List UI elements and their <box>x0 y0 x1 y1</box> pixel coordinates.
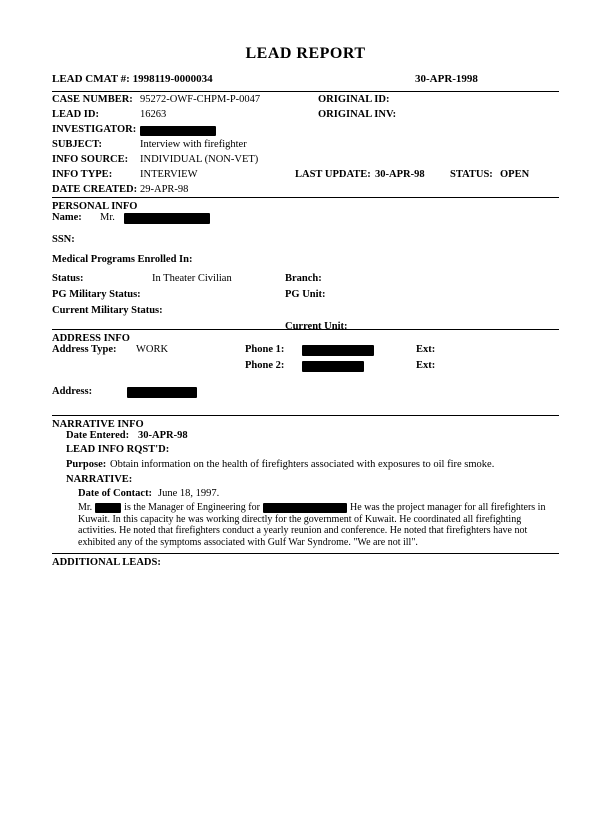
info-source-value: INDIVIDUAL (NON-VET) <box>140 154 259 165</box>
address-info-heading: ADDRESS INFO <box>52 333 130 344</box>
divider-narrative <box>52 415 559 416</box>
phone1-redaction <box>302 345 374 356</box>
original-id-label: ORIGINAL ID: <box>318 94 390 105</box>
cmat-line <box>52 73 213 85</box>
date-of-contact-value: June 18, 1997. <box>158 488 220 499</box>
narrative-info-block <box>52 419 559 549</box>
phone2-redaction <box>302 361 364 372</box>
lead-id-label: LEAD ID: <box>52 109 99 120</box>
current-military-status-label: Current Military Status: <box>52 305 163 316</box>
page-title: LEAD REPORT <box>245 45 366 62</box>
narrative-redaction-1 <box>95 503 121 513</box>
narrative-info-heading: NARRATIVE INFO <box>52 419 144 430</box>
medical-programs-label: Medical Programs Enrolled In: <box>52 254 193 265</box>
investigator-redaction <box>140 125 216 136</box>
date-entered-label: Date Entered: <box>66 430 130 441</box>
phone2-label: Phone 2: <box>245 360 285 371</box>
lead-id-value: 16263 <box>140 109 167 120</box>
status-field-value: In Theater Civilian <box>152 273 232 284</box>
address-type-value: WORK <box>136 344 169 355</box>
case-number-value: 95272-OWF-CHPM-P-0047 <box>140 94 261 105</box>
ext1-label: Ext: <box>416 344 436 355</box>
personal-info-block <box>52 201 559 332</box>
current-unit-label: Current Unit: <box>285 321 348 332</box>
investigator-label: INVESTIGATOR: <box>52 124 137 135</box>
last-update-label: LAST UPDATE: <box>295 169 371 180</box>
address-type-label: Address Type: <box>52 344 117 355</box>
report-subheader <box>0 73 611 87</box>
status-label: STATUS: <box>450 169 493 180</box>
narrative-body-part2: is the Manager of Engineering for <box>124 502 260 513</box>
ssn-label: SSN: <box>52 234 75 245</box>
name-redaction <box>124 213 210 224</box>
date-of-contact-label: Date of Contact: <box>78 488 153 499</box>
lead-report-page <box>0 45 611 837</box>
personal-info-heading: PERSONAL INFO <box>52 201 138 212</box>
narrative-body-part3: He was the project manager for all firefighters in Kuwait. In this capacity he was working directly for the government of Kuwait. He coordinated all firefighting activities. He noted that firefighters conduct a yearly reunion and conference. He noted that firefighters have not exhibited any of the symptoms associated with Gulf War Syndrome. "We are not ill". <box>78 502 546 548</box>
purpose-value: Obtain information on the health of firefighters associated with exposures to oil fire smoke. <box>110 459 495 470</box>
cmat-label: LEAD CMAT #: <box>52 73 130 85</box>
subject-value: Interview with firefighter <box>140 139 247 150</box>
narrative-label: NARRATIVE: <box>66 474 133 485</box>
divider-top <box>52 91 559 92</box>
name-label: Name: <box>52 212 82 223</box>
purpose-label: Purpose: <box>66 459 107 470</box>
info-type-label: INFO TYPE: <box>52 169 113 180</box>
lead-info-rqstd-label: LEAD INFO RQST'D: <box>66 444 170 455</box>
branch-label: Branch: <box>285 273 322 284</box>
subject-label: SUBJECT: <box>52 139 102 150</box>
narrative-body <box>52 502 559 548</box>
date-entered-value: 30-APR-98 <box>138 430 188 441</box>
case-number-label: CASE NUMBER: <box>52 94 133 105</box>
report-date: 30-APR-1998 <box>415 73 478 85</box>
status-value: OPEN <box>500 169 530 180</box>
address-redaction <box>127 387 197 398</box>
cmat-value: 1998119-0000034 <box>132 73 213 85</box>
info-source-label: INFO SOURCE: <box>52 154 129 165</box>
name-prefix: Mr. <box>100 212 115 223</box>
pg-unit-label: PG Unit: <box>285 289 326 300</box>
address-info-block <box>52 333 559 413</box>
address-label: Address: <box>52 386 93 397</box>
last-update-value: 30-APR-98 <box>375 169 425 180</box>
status-field-label: Status: <box>52 273 84 284</box>
ext2-label: Ext: <box>416 360 436 371</box>
original-inv-label: ORIGINAL INV: <box>318 109 397 120</box>
date-created-label: DATE CREATED: <box>52 184 138 195</box>
divider-additional <box>52 553 559 554</box>
additional-leads-heading: ADDITIONAL LEADS: <box>52 557 161 568</box>
case-info-block <box>52 94 559 194</box>
additional-leads-block <box>52 557 559 568</box>
narrative-redaction-2 <box>263 503 347 513</box>
info-type-value: INTERVIEW <box>140 169 198 180</box>
pg-military-status-label: PG Military Status: <box>52 289 141 300</box>
date-created-value: 29-APR-98 <box>140 184 189 195</box>
narrative-body-part1: Mr. <box>78 502 93 513</box>
phone1-label: Phone 1: <box>245 344 285 355</box>
